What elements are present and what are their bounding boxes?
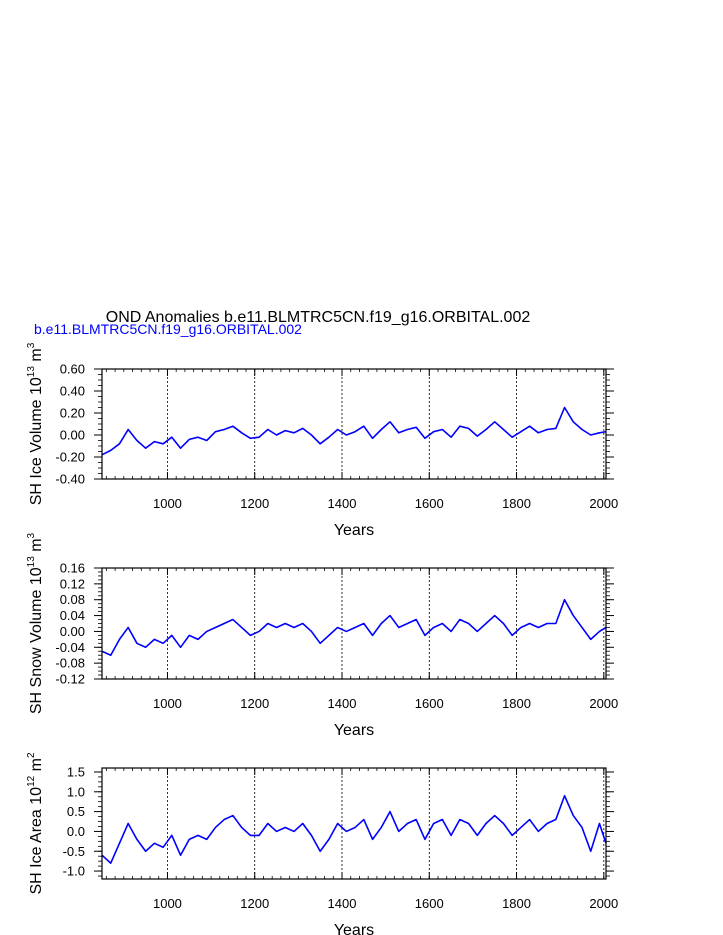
y-tick-label: 0.00: [59, 427, 85, 443]
y-tick-label: -0.20: [55, 449, 85, 465]
y-axis-title: [26, 342, 45, 505]
y-tick-label: -0.12: [55, 671, 85, 687]
x-tick-label: 1800: [502, 896, 532, 911]
y-tick-label: 0.5: [66, 804, 85, 820]
x-axis-title: Years: [333, 722, 375, 739]
y-tick-label: 1.5: [66, 764, 85, 780]
case-label: b.e11.BLMTRC5CN.f19_g16.ORBITAL.002: [34, 321, 302, 337]
y-axis-title-part: m: [28, 538, 45, 557]
y-tick-label: 0.04: [59, 608, 85, 624]
x-tick-label: 1600: [414, 496, 444, 511]
y-axis-title-superscript: 13: [26, 366, 37, 378]
series-line: [102, 408, 606, 455]
figure-title: OND Anomalies b.e11.BLMTRC5CN.f19_g16.ORBITAL.002: [105, 309, 531, 326]
plot-frame: [102, 369, 606, 479]
y-axis-title-part: m: [28, 758, 45, 776]
y-axis-title-part: SH Ice Volume 10: [28, 377, 45, 506]
x-axis-title: Years: [333, 522, 375, 539]
x-tick-label: 1000: [152, 896, 182, 911]
y-axis-title-superscript: 12: [26, 775, 37, 787]
y-tick-label: 0.00: [59, 623, 85, 639]
x-tick-label: 1600: [414, 896, 444, 911]
x-tick-label: 1600: [414, 696, 444, 711]
y-tick-label: 0.16: [59, 560, 85, 576]
y-axis-title-part: m: [28, 348, 45, 367]
y-tick-label: -1.0: [62, 863, 85, 879]
y-axis-title: [26, 752, 45, 895]
y-tick-label: -0.5: [62, 843, 85, 859]
x-tick-label: 1400: [327, 496, 357, 511]
y-tick-label: 0.40: [59, 383, 85, 399]
y-axis-title-superscript: 2: [26, 752, 37, 759]
chart-panel-1: [26, 342, 618, 539]
y-tick-label: -0.08: [55, 655, 85, 671]
x-tick-label: 2000: [589, 496, 619, 511]
y-axis-title: [26, 532, 45, 714]
panels-group: [26, 342, 618, 935]
chart-panel-2: [26, 532, 618, 739]
y-axis-title-part: SH Ice Area 10: [28, 786, 45, 895]
series-line: [102, 796, 606, 863]
y-tick-label: 0.12: [59, 576, 85, 592]
plot-frame: [102, 768, 606, 879]
x-tick-label: 1400: [327, 896, 357, 911]
y-tick-label: 0.60: [59, 361, 85, 377]
series-line: [102, 600, 606, 656]
y-tick-label: -0.04: [55, 639, 85, 655]
y-axis-title-superscript: 3: [26, 532, 37, 539]
x-tick-label: 2000: [589, 696, 619, 711]
y-axis-title-superscript: 13: [26, 556, 37, 568]
x-tick-label: 1000: [152, 696, 182, 711]
x-tick-label: 1400: [327, 696, 357, 711]
x-tick-label: 1000: [152, 496, 182, 511]
x-axis-title: Years: [333, 922, 375, 935]
y-axis-title-part: SH Snow Volume 10: [28, 567, 45, 715]
y-tick-label: 0.08: [59, 592, 85, 608]
y-tick-label: 1.0: [66, 784, 85, 800]
x-tick-label: 1200: [240, 896, 270, 911]
y-tick-label: 0.0: [66, 823, 85, 839]
y-tick-label: 0.20: [59, 405, 85, 421]
chart-panel-3: [26, 752, 618, 935]
y-tick-label: -0.40: [55, 471, 85, 487]
x-tick-label: 2000: [589, 896, 619, 911]
x-tick-label: 1200: [240, 496, 270, 511]
y-axis-title-superscript: 3: [26, 342, 37, 349]
x-tick-label: 1800: [502, 696, 532, 711]
x-tick-label: 1800: [502, 496, 532, 511]
x-tick-label: 1200: [240, 696, 270, 711]
